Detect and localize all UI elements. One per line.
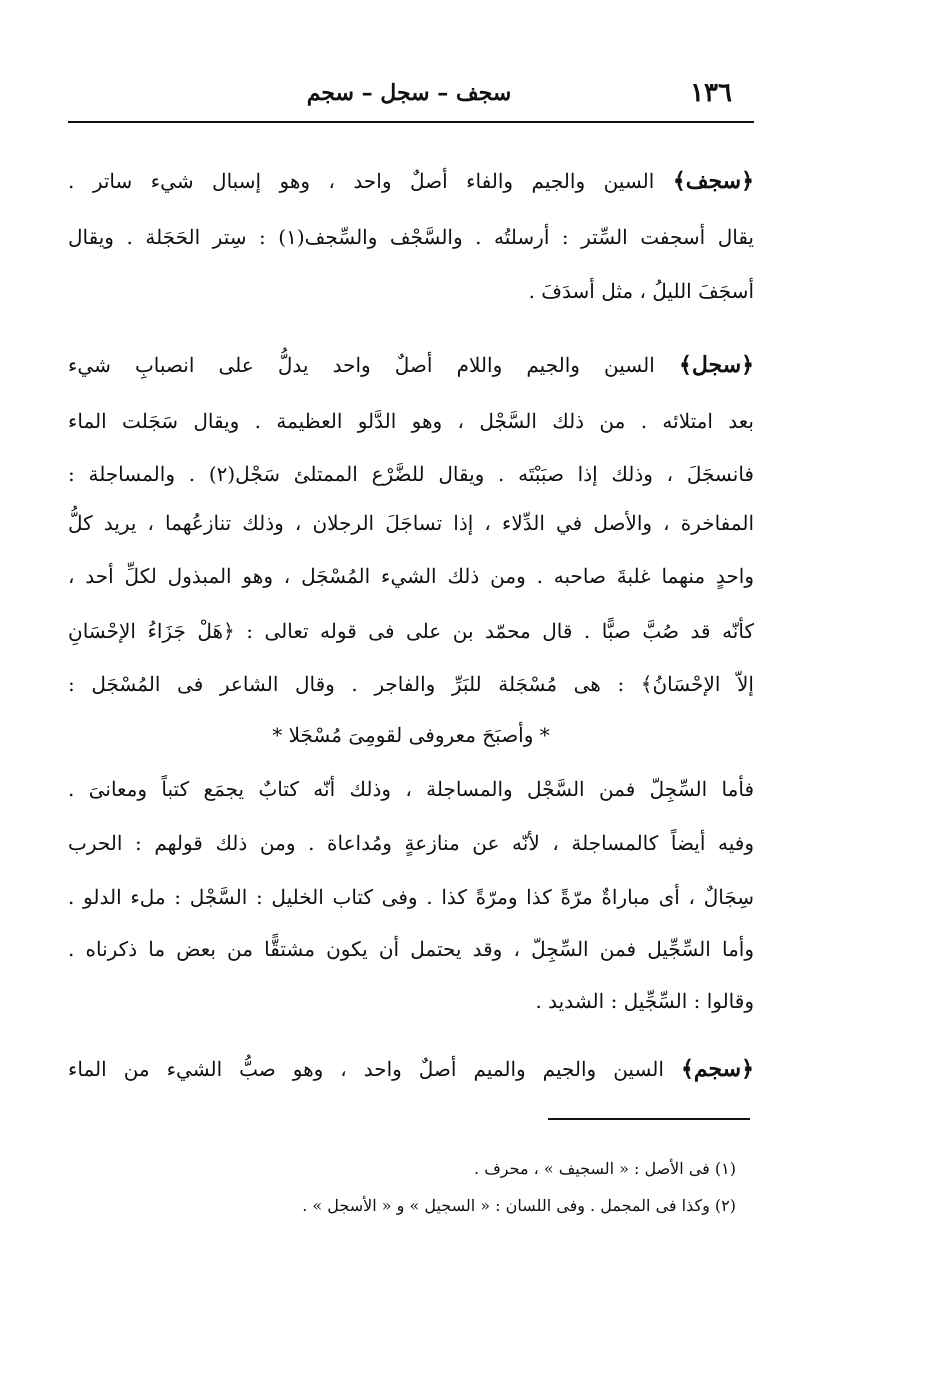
entry-sajal-line-3: فانسجَلَ ، وذلك إذا صبَبْتَه . ويقال للضَّرْع الممتلئ سَجْل(٢) . والمساجلة : <box>68 462 754 486</box>
entry-sajaf-line-2: يقال أسجفت السِّتر : أرسلتُه . والسَّجْف والسِّجف(١) : سِتر الحَجَلة . ويقال <box>68 225 754 249</box>
headword-sajam: ﴿سجم﴾ <box>680 1056 754 1082</box>
entry-sajaf-line-1 <box>68 158 754 204</box>
entry-sajal-line-6: كأنّه قد صُبَّ صبًّا . قال محمّد بن على فى قوله تعالى : ﴿هَلْ جَزَاءُ الإحْسَانِ <box>68 619 754 643</box>
headword-sajal: ﴿سجل﴾ <box>678 352 754 378</box>
entry-sajal-line-7: إلاّ الإحْسَانُ﴾ : هى مُسْجَلة للبَرِّ والفاجر . وقال الشاعر فى المُسْجَل : <box>68 672 754 696</box>
entry-sajal-line-4: المفاخرة ، والأصل في الدِّلاء ، إذا تساجَلَ الرجلان ، وذلك تنازعُهما ، يريد كلُّ <box>68 511 754 535</box>
entry-sajal-line-2: بعد امتلائه . من ذلك السَّجْل ، وهو الدَّلو العظيمة . ويقال سَجَلت الماء <box>68 409 754 433</box>
verse-line: * وأصبَحَ معروفى لقومِىَ مُسْجَلا * <box>272 723 550 747</box>
entry-sajal-line-13: وقالوا : السِّجِّيل : الشديد . <box>535 989 754 1013</box>
headword-sajaf: ﴿سجف﴾ <box>672 168 754 194</box>
text: السين والجيم واللام أصلٌ واحد يدلُّ على انصبابِ شيء <box>68 353 655 377</box>
footnote-2: (٢) وكذا فى المجمل . وفى اللسان : « السجيل » و « الأسجل » . <box>302 1196 736 1215</box>
text: السين والجيم والميم أصلٌ واحد ، وهو صبُّ الشيء من الماء <box>68 1057 664 1081</box>
entry-sajal-line-12: وأما السِّجِّيل فمن السِّجِلّ ، وقد يحتمل أن يكون مشتقًّا من بعض ما ذكرناه . <box>68 937 754 961</box>
footnote-1: (١) فى الأصل : « السجيف » ، محرف . <box>474 1159 736 1178</box>
entry-sajal-line-11: سِجَالٌ ، أى مباراةٌ مرّةً كذا ومرّةً كذا . وفى كتاب الخليل : السَّجْل : ملء الدلو . <box>68 885 754 909</box>
page-number: ١٣٦ <box>690 78 732 108</box>
entry-sajaf-line-3: أسجَفَ الليلُ ، مثل أسدَفَ . <box>528 279 754 303</box>
running-title: سجف – سجل – سجم <box>306 80 512 106</box>
entry-sajal-line-5: واحدٍ منهما غلبةَ صاحبه . ومن ذلك الشيء المُسْجَل ، وهو المبذول لكلِّ أحد ، <box>68 564 754 588</box>
text: السين والجيم والفاء أصلٌ واحد ، وهو إسبال شيء ساتر . <box>68 169 655 193</box>
page-header <box>68 72 750 118</box>
footnote-rule <box>548 1118 750 1120</box>
entry-sajal-line-9: فأما السِّجِلّ فمن السَّجْل والمساجلة ، وذلك أنّه كتابٌ يجمَع كتباً ومعانىَ . <box>68 777 754 801</box>
entry-sajal-line-1 <box>68 342 754 388</box>
entry-sajam-line-1 <box>68 1046 754 1092</box>
header-rule <box>68 121 754 123</box>
entry-sajal-line-10: وفيه أيضاً كالمساجلة ، لأنّه عن منازعةٍ ومُداعاة . ومن ذلك قولهم : الحرب <box>68 831 754 855</box>
